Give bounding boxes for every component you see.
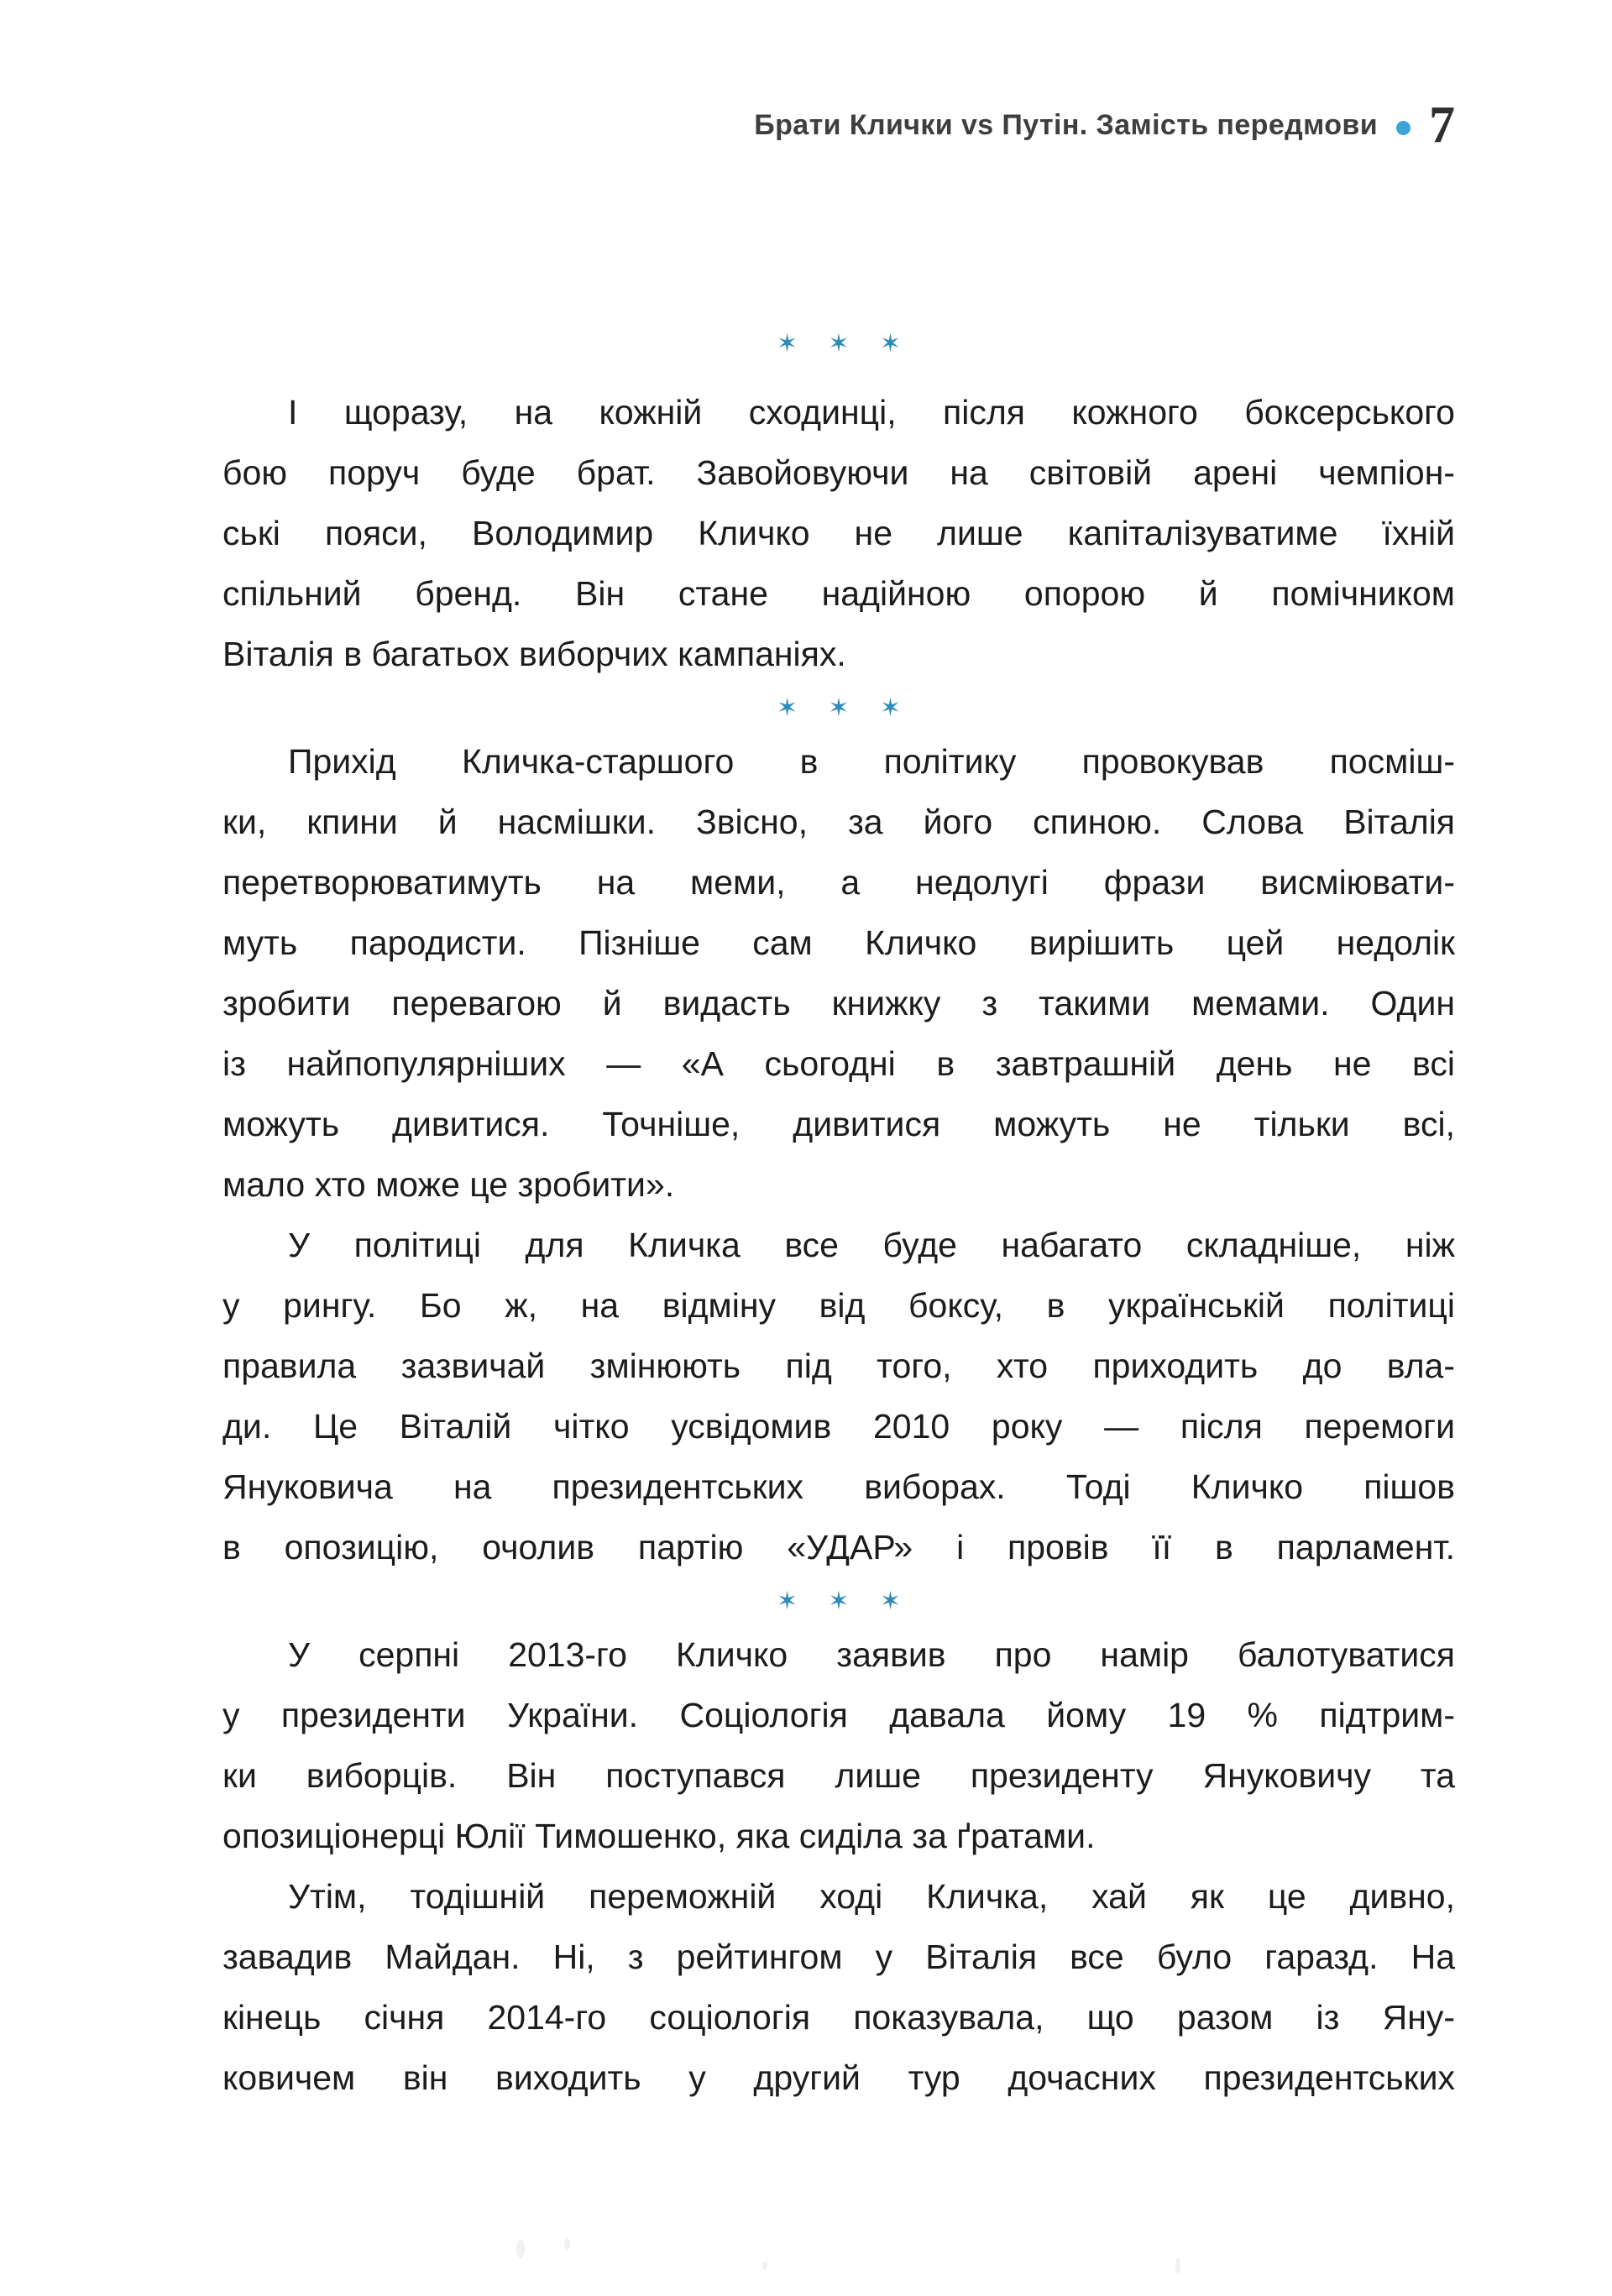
text-line: Прихід Кличка-старшого в політику провокував посміш-	[288, 742, 1455, 781]
text-line: ки виборців. Він поступався лише президенту Януковичу та	[222, 1756, 1455, 1795]
body-paragraph	[222, 1624, 1455, 1866]
scan-artifact	[564, 2238, 570, 2250]
body-paragraph	[222, 1866, 1455, 2108]
scan-artifact	[1175, 2258, 1180, 2273]
text-line: можуть дивитися. Точніше, дивитися можуть не тільки всі,	[222, 1105, 1455, 1143]
text-line: правила зазвичай змінюють під того, хто приходить до вла-	[222, 1347, 1455, 1385]
text-line: Януковича на президентських виборах. Тоді Кличко пішов	[222, 1467, 1455, 1506]
text-line: спільний бренд. Він стане надійною опорою й помічником	[222, 574, 1455, 613]
text-line: ські пояси, Володимир Кличко не лише капіталізуватиме їхній	[222, 514, 1455, 552]
text-line: муть пародисти. Пізніше сам Кличко вирішить цей недолік	[222, 923, 1455, 962]
section-separator: ✶ ✶ ✶	[776, 693, 913, 722]
text-line: у рингу. Бо ж, на відміну від боксу, в українській політиці	[222, 1286, 1455, 1325]
text-line: Утім, тодішній переможній ході Кличка, хай як це дивно,	[288, 1877, 1455, 1916]
text-line: І щоразу, на кожній сходинці, після кожного боксерського	[288, 393, 1455, 431]
page-body	[222, 305, 1455, 2108]
dot-bullet-icon	[1396, 121, 1410, 135]
running-header-title: Брати Клички vs Путін. Замість передмови	[754, 108, 1378, 141]
section-separator: ✶ ✶ ✶	[776, 1587, 913, 1615]
text-line: в опозицію, очолив партію «УДАР» і провів її в парламент.	[222, 1528, 1455, 1566]
text-line: У серпні 2013-го Кличко заявив про намір балотуватися	[288, 1635, 1455, 1674]
page-number: 7	[1429, 97, 1455, 154]
text-line: мало хто може це зробити».	[222, 1165, 675, 1204]
text-line: у президенти України. Соціологія давала йому 19 % підтрим-	[222, 1696, 1455, 1734]
text-line: перетворюватимуть на меми, а недолугі фрази висміювати-	[222, 863, 1455, 902]
text-line: опозиціонерці Юлії Тимошенко, яка сиділа за ґратами.	[222, 1817, 1096, 1855]
text-line: завадив Майдан. Ні, з рейтингом у Віталія все було гаразд. На	[222, 1938, 1455, 1976]
text-line: У політиці для Кличка все буде набагато складніше, ніж	[288, 1226, 1455, 1264]
scan-artifact	[762, 2262, 767, 2270]
section-separator: ✶ ✶ ✶	[776, 329, 913, 358]
scan-artifact	[516, 2240, 525, 2258]
text-line: кінець січня 2014-го соціологія показувала, що разом із Яну-	[222, 1998, 1455, 2037]
text-line: зробити перевагою й видасть книжку з такими мемами. Один	[222, 984, 1455, 1022]
text-line: із найпопулярніших — «А сьогодні в завтрашній день не всі	[222, 1044, 1455, 1083]
body-paragraph	[222, 382, 1455, 684]
body-paragraph	[222, 1215, 1455, 1577]
text-line: ки, кпини й насмішки. Звісно, за його спиною. Слова Віталія	[222, 803, 1455, 841]
text-line: ковичем він виходить у другий тур дочасних президентських	[222, 2058, 1455, 2097]
body-paragraph	[222, 731, 1455, 1215]
text-line: ди. Це Віталій чітко усвідомив 2010 року — після перемоги	[222, 1407, 1455, 1446]
text-line: бою поруч буде брат. Завойовуючи на світовій арені чемпіон-	[222, 453, 1455, 492]
running-header	[222, 97, 1455, 154]
text-line: Віталія в багатьох виборчих кампаніях.	[222, 635, 846, 673]
